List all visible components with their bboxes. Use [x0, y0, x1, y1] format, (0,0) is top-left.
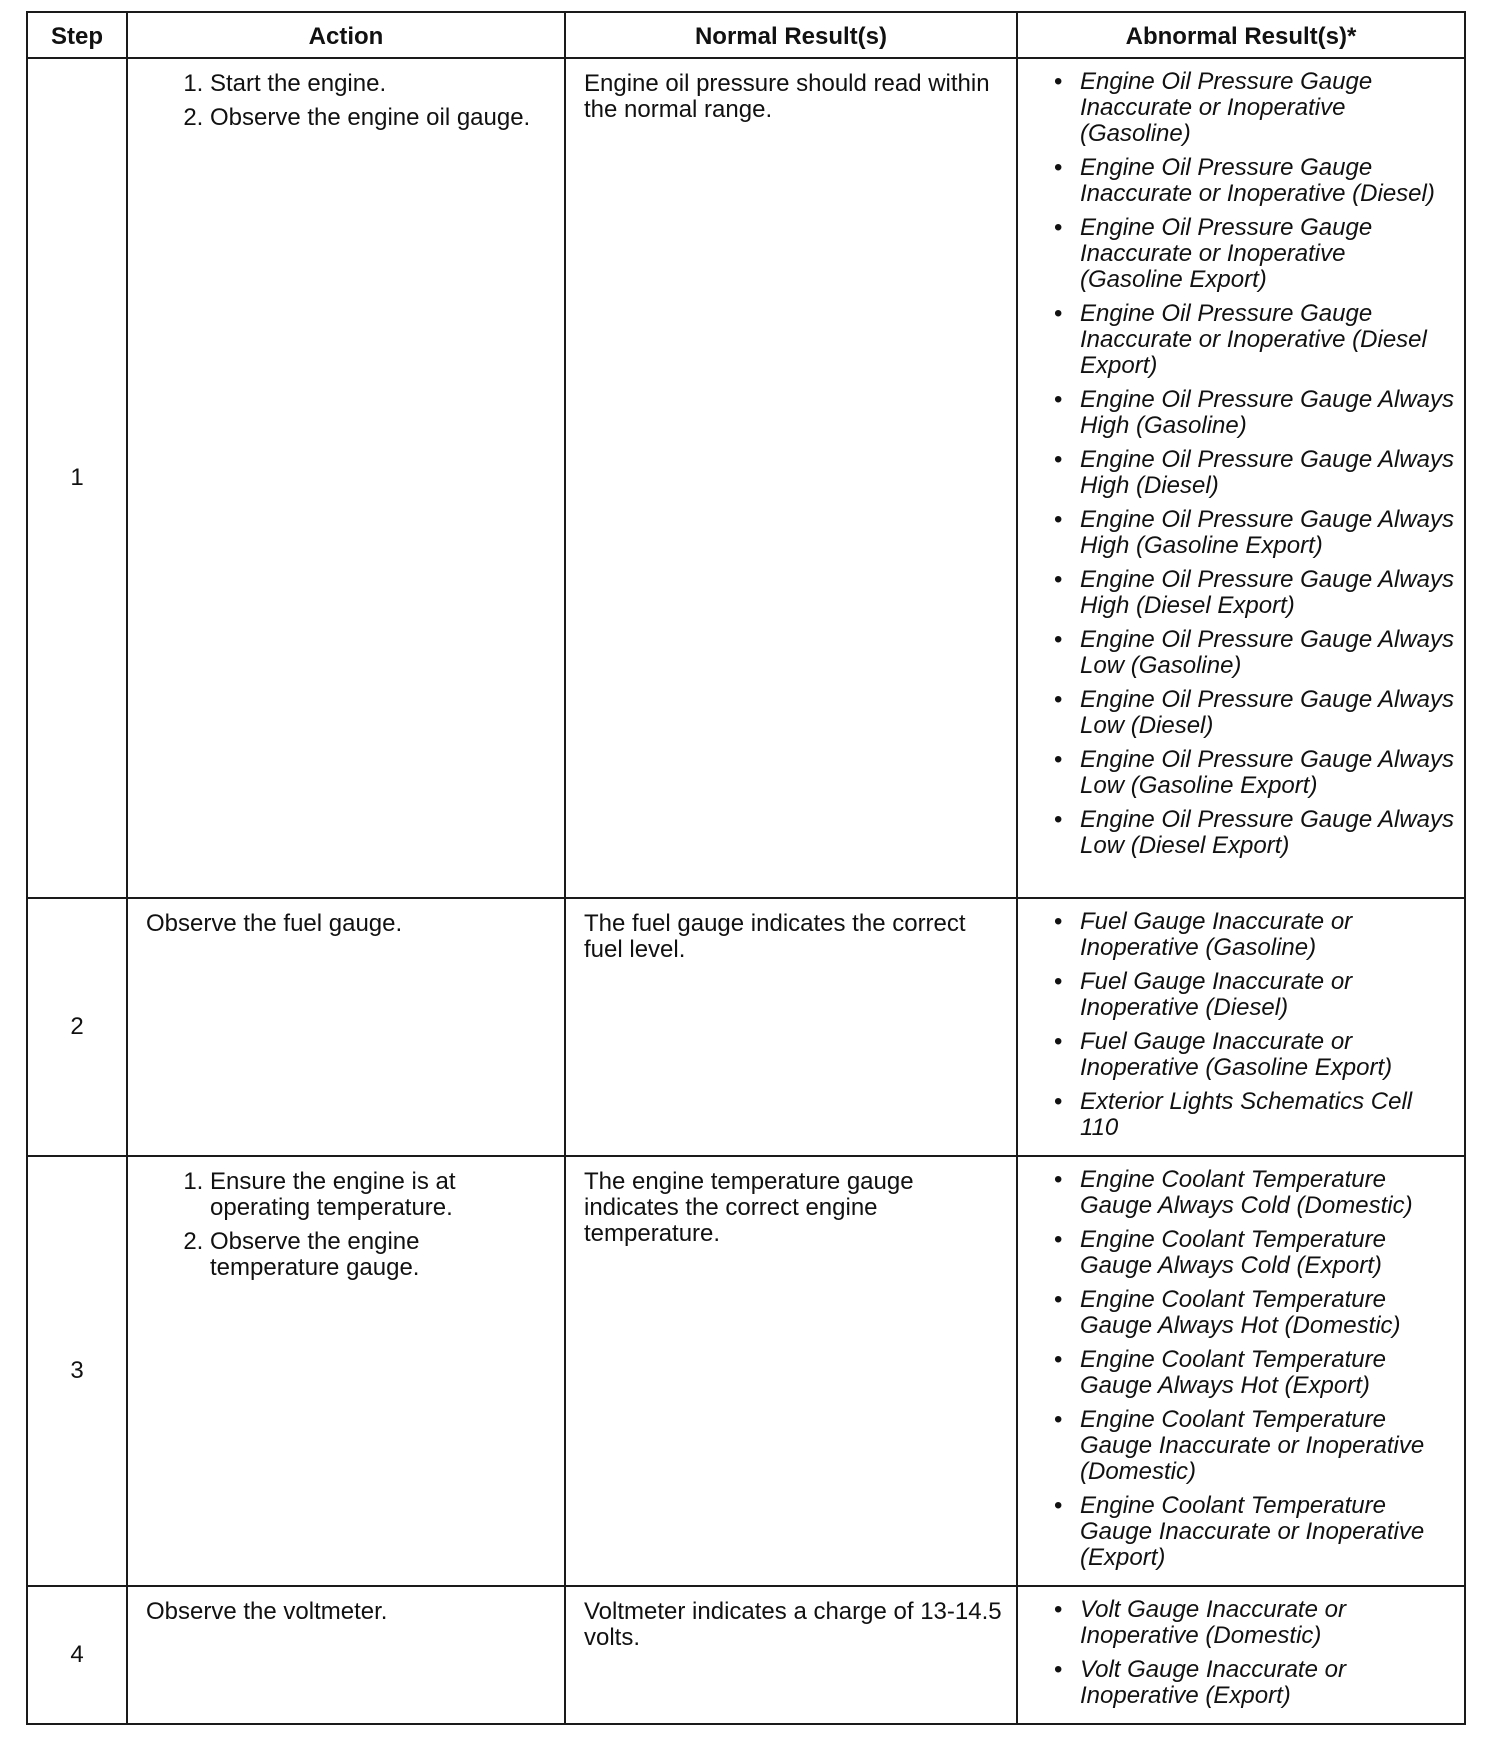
diagnostic-table [26, 11, 1466, 1725]
normal-result: The fuel gauge indicates the correct fuel level. [565, 898, 1017, 1156]
abnormal-link[interactable]: • Engine Oil Pressure Gauge Inaccurate or Inoperative (Diesel Export) [1080, 301, 1454, 379]
abnormal-link[interactable]: • Volt Gauge Inaccurate or Inoperative (Domestic) [1080, 1597, 1454, 1649]
normal-result: Voltmeter indicates a charge of 13-14.5 volts. [565, 1586, 1017, 1724]
action-item: 1. Ensure the engine is at operating temperature. [210, 1169, 550, 1221]
abnormal-link[interactable]: • Engine Coolant Temperature Gauge Inaccurate or Inoperative (Domestic) [1080, 1407, 1454, 1485]
abnormal-link[interactable]: • Engine Coolant Temperature Gauge Always Hot (Domestic) [1080, 1287, 1454, 1339]
normal-result: Engine oil pressure should read within the normal range. [565, 58, 1017, 898]
action-cell [127, 1156, 565, 1586]
abnormal-link[interactable]: • Engine Coolant Temperature Gauge Inaccurate or Inoperative (Export) [1080, 1493, 1454, 1571]
abnormal-link[interactable]: • Fuel Gauge Inaccurate or Inoperative (Gasoline) [1080, 909, 1454, 961]
action-item: 2. Observe the engine temperature gauge. [210, 1229, 550, 1281]
header-abnormal-results: Abnormal Result(s)* [1017, 12, 1465, 58]
action-cell [127, 58, 565, 898]
abnormal-cell [1017, 58, 1465, 898]
table-row [27, 898, 1465, 1156]
table-row [27, 58, 1465, 898]
abnormal-link[interactable]: • Engine Oil Pressure Gauge Inaccurate or Inoperative (Gasoline) [1080, 69, 1454, 147]
abnormal-cell [1017, 1156, 1465, 1586]
header-row [27, 12, 1465, 58]
abnormal-link[interactable]: • Engine Oil Pressure Gauge Always High (Diesel) [1080, 447, 1454, 499]
abnormal-link[interactable]: • Engine Oil Pressure Gauge Always Low (Diesel) [1080, 687, 1454, 739]
abnormal-link[interactable]: • Fuel Gauge Inaccurate or Inoperative (Diesel) [1080, 969, 1454, 1021]
action-item: 1. Start the engine. [210, 71, 550, 97]
abnormal-link[interactable]: • Engine Oil Pressure Gauge Always Low (Gasoline Export) [1080, 747, 1454, 799]
step-number: 2 [27, 898, 127, 1156]
abnormal-link[interactable]: • Engine Oil Pressure Gauge Inaccurate or Inoperative (Diesel) [1080, 155, 1454, 207]
header-step: Step [27, 12, 127, 58]
abnormal-link[interactable]: • Volt Gauge Inaccurate or Inoperative (Export) [1080, 1657, 1454, 1709]
action-list [146, 71, 550, 131]
abnormal-link[interactable]: • Engine Oil Pressure Gauge Always High (Diesel Export) [1080, 567, 1454, 619]
abnormal-link[interactable]: • Engine Oil Pressure Gauge Always High (Gasoline) [1080, 387, 1454, 439]
header-normal-results: Normal Result(s) [565, 12, 1017, 58]
action-item: 2. Observe the engine oil gauge. [210, 105, 550, 131]
abnormal-list [1038, 909, 1454, 1141]
abnormal-link[interactable]: • Engine Oil Pressure Gauge Inaccurate or Inoperative (Gasoline Export) [1080, 215, 1454, 293]
abnormal-link[interactable]: • Engine Oil Pressure Gauge Always High (Gasoline Export) [1080, 507, 1454, 559]
action-list [146, 1169, 550, 1281]
normal-result: The engine temperature gauge indicates the correct engine temperature. [565, 1156, 1017, 1586]
action-text: Observe the fuel gauge. [127, 898, 565, 1156]
abnormal-link[interactable]: • Engine Oil Pressure Gauge Always Low (Diesel Export) [1080, 807, 1454, 859]
abnormal-link[interactable]: • Fuel Gauge Inaccurate or Inoperative (Gasoline Export) [1080, 1029, 1454, 1081]
abnormal-link[interactable]: • Exterior Lights Schematics Cell 110 [1080, 1089, 1454, 1141]
abnormal-list [1038, 1167, 1454, 1571]
step-number: 3 [27, 1156, 127, 1586]
abnormal-link[interactable]: • Engine Coolant Temperature Gauge Always Cold (Export) [1080, 1227, 1454, 1279]
step-number: 1 [27, 58, 127, 898]
header-action: Action [127, 12, 565, 58]
abnormal-link[interactable]: • Engine Coolant Temperature Gauge Always Hot (Export) [1080, 1347, 1454, 1399]
table-row [27, 1156, 1465, 1586]
abnormal-link[interactable]: • Engine Oil Pressure Gauge Always Low (Gasoline) [1080, 627, 1454, 679]
abnormal-link[interactable]: • Engine Coolant Temperature Gauge Always Cold (Domestic) [1080, 1167, 1454, 1219]
abnormal-cell [1017, 898, 1465, 1156]
abnormal-list [1038, 69, 1454, 859]
table-row [27, 1586, 1465, 1724]
abnormal-cell [1017, 1586, 1465, 1724]
abnormal-list [1038, 1597, 1454, 1709]
step-number: 4 [27, 1586, 127, 1724]
action-text: Observe the voltmeter. [127, 1586, 565, 1724]
